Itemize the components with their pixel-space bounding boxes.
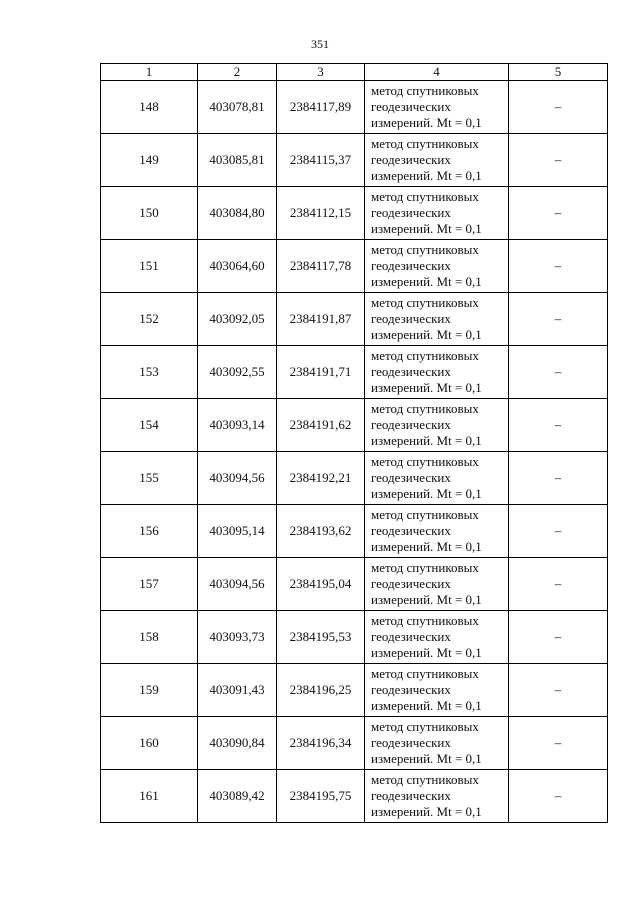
x-coordinate-cell: 403091,43: [198, 664, 277, 717]
method-line: измерений. Mt = 0,1: [371, 751, 482, 766]
method-line: метод спутниковых: [371, 613, 479, 628]
x-coordinate-cell: 403095,14: [198, 505, 277, 558]
method-cell: [365, 399, 509, 452]
point-number-cell: 160: [101, 717, 198, 770]
table-row: [101, 187, 608, 240]
note-cell: –: [509, 717, 608, 770]
x-coordinate-cell: 403093,14: [198, 399, 277, 452]
method-line: геодезических: [371, 629, 451, 644]
table-row: [101, 505, 608, 558]
method-line: измерений. Mt = 0,1: [371, 698, 482, 713]
method-line: геодезических: [371, 788, 451, 803]
method-cell: [365, 611, 509, 664]
note-cell: –: [509, 452, 608, 505]
table-row: [101, 81, 608, 134]
column-header: 1: [101, 64, 198, 81]
method-line: геодезических: [371, 99, 451, 114]
table-row: [101, 558, 608, 611]
point-number-cell: 151: [101, 240, 198, 293]
method-line: измерений. Mt = 0,1: [371, 433, 482, 448]
y-coordinate-cell: 2384191,62: [277, 399, 365, 452]
method-line: метод спутниковых: [371, 295, 479, 310]
method-line: геодезических: [371, 523, 451, 538]
method-line: измерений. Mt = 0,1: [371, 380, 482, 395]
method-cell: [365, 187, 509, 240]
page-number: 351: [311, 37, 329, 51]
coordinates-table: [100, 63, 608, 823]
point-number-cell: 156: [101, 505, 198, 558]
x-coordinate-cell: 403094,56: [198, 558, 277, 611]
method-cell: [365, 81, 509, 134]
column-header: 3: [277, 64, 365, 81]
x-coordinate-cell: 403078,81: [198, 81, 277, 134]
table-row: [101, 452, 608, 505]
y-coordinate-cell: 2384195,75: [277, 770, 365, 823]
method-cell: [365, 770, 509, 823]
method-line: геодезических: [371, 735, 451, 750]
y-coordinate-cell: 2384115,37: [277, 134, 365, 187]
note-cell: –: [509, 293, 608, 346]
method-cell: [365, 717, 509, 770]
method-line: геодезических: [371, 470, 451, 485]
method-cell: [365, 505, 509, 558]
note-cell: –: [509, 240, 608, 293]
table-row: [101, 346, 608, 399]
method-cell: [365, 452, 509, 505]
method-line: измерений. Mt = 0,1: [371, 221, 482, 236]
method-line: геодезических: [371, 364, 451, 379]
y-coordinate-cell: 2384191,87: [277, 293, 365, 346]
method-line: измерений. Mt = 0,1: [371, 645, 482, 660]
note-cell: –: [509, 187, 608, 240]
note-cell: –: [509, 558, 608, 611]
note-cell: –: [509, 81, 608, 134]
method-line: геодезических: [371, 417, 451, 432]
method-cell: [365, 346, 509, 399]
x-coordinate-cell: 403090,84: [198, 717, 277, 770]
method-line: метод спутниковых: [371, 666, 479, 681]
y-coordinate-cell: 2384195,04: [277, 558, 365, 611]
method-line: измерений. Mt = 0,1: [371, 592, 482, 607]
point-number-cell: 159: [101, 664, 198, 717]
x-coordinate-cell: 403092,55: [198, 346, 277, 399]
point-number-cell: 150: [101, 187, 198, 240]
method-cell: [365, 293, 509, 346]
column-header: 4: [365, 64, 509, 81]
table-row: [101, 240, 608, 293]
y-coordinate-cell: 2384196,25: [277, 664, 365, 717]
method-line: геодезических: [371, 152, 451, 167]
method-line: метод спутниковых: [371, 772, 479, 787]
y-coordinate-cell: 2384195,53: [277, 611, 365, 664]
x-coordinate-cell: 403094,56: [198, 452, 277, 505]
table-row: [101, 399, 608, 452]
table-row: [101, 134, 608, 187]
method-line: метод спутниковых: [371, 348, 479, 363]
point-number-cell: 153: [101, 346, 198, 399]
point-number-cell: 148: [101, 81, 198, 134]
x-coordinate-cell: 403093,73: [198, 611, 277, 664]
method-line: измерений. Mt = 0,1: [371, 804, 482, 819]
method-line: метод спутниковых: [371, 83, 479, 98]
note-cell: –: [509, 664, 608, 717]
method-line: метод спутниковых: [371, 136, 479, 151]
y-coordinate-cell: 2384193,62: [277, 505, 365, 558]
y-coordinate-cell: 2384112,15: [277, 187, 365, 240]
y-coordinate-cell: 2384117,89: [277, 81, 365, 134]
method-line: метод спутниковых: [371, 401, 479, 416]
method-cell: [365, 134, 509, 187]
method-line: геодезических: [371, 258, 451, 273]
point-number-cell: 149: [101, 134, 198, 187]
method-line: геодезических: [371, 311, 451, 326]
method-cell: [365, 558, 509, 611]
x-coordinate-cell: 403085,81: [198, 134, 277, 187]
note-cell: –: [509, 770, 608, 823]
y-coordinate-cell: 2384191,71: [277, 346, 365, 399]
method-line: метод спутниковых: [371, 560, 479, 575]
method-line: геодезических: [371, 682, 451, 697]
table-body: [101, 81, 608, 823]
method-cell: [365, 240, 509, 293]
method-line: измерений. Mt = 0,1: [371, 327, 482, 342]
point-number-cell: 152: [101, 293, 198, 346]
x-coordinate-cell: 403084,80: [198, 187, 277, 240]
y-coordinate-cell: 2384117,78: [277, 240, 365, 293]
point-number-cell: 158: [101, 611, 198, 664]
column-header: 5: [509, 64, 608, 81]
method-line: метод спутниковых: [371, 507, 479, 522]
x-coordinate-cell: 403064,60: [198, 240, 277, 293]
point-number-cell: 157: [101, 558, 198, 611]
method-line: метод спутниковых: [371, 242, 479, 257]
method-line: метод спутниковых: [371, 189, 479, 204]
note-cell: –: [509, 399, 608, 452]
y-coordinate-cell: 2384192,21: [277, 452, 365, 505]
method-cell: [365, 664, 509, 717]
note-cell: –: [509, 346, 608, 399]
table-row: [101, 611, 608, 664]
method-line: геодезических: [371, 205, 451, 220]
method-line: геодезических: [371, 576, 451, 591]
method-line: измерений. Mt = 0,1: [371, 115, 482, 130]
y-coordinate-cell: 2384196,34: [277, 717, 365, 770]
method-line: измерений. Mt = 0,1: [371, 168, 482, 183]
x-coordinate-cell: 403092,05: [198, 293, 277, 346]
table-row: [101, 770, 608, 823]
point-number-cell: 161: [101, 770, 198, 823]
x-coordinate-cell: 403089,42: [198, 770, 277, 823]
method-line: измерений. Mt = 0,1: [371, 539, 482, 554]
note-cell: –: [509, 611, 608, 664]
method-line: измерений. Mt = 0,1: [371, 486, 482, 501]
note-cell: –: [509, 134, 608, 187]
method-line: метод спутниковых: [371, 454, 479, 469]
table-row: [101, 664, 608, 717]
table-row: [101, 717, 608, 770]
point-number-cell: 154: [101, 399, 198, 452]
point-number-cell: 155: [101, 452, 198, 505]
method-line: измерений. Mt = 0,1: [371, 274, 482, 289]
table-header-row: [101, 64, 608, 81]
column-header: 2: [198, 64, 277, 81]
method-line: метод спутниковых: [371, 719, 479, 734]
note-cell: –: [509, 505, 608, 558]
table-row: [101, 293, 608, 346]
